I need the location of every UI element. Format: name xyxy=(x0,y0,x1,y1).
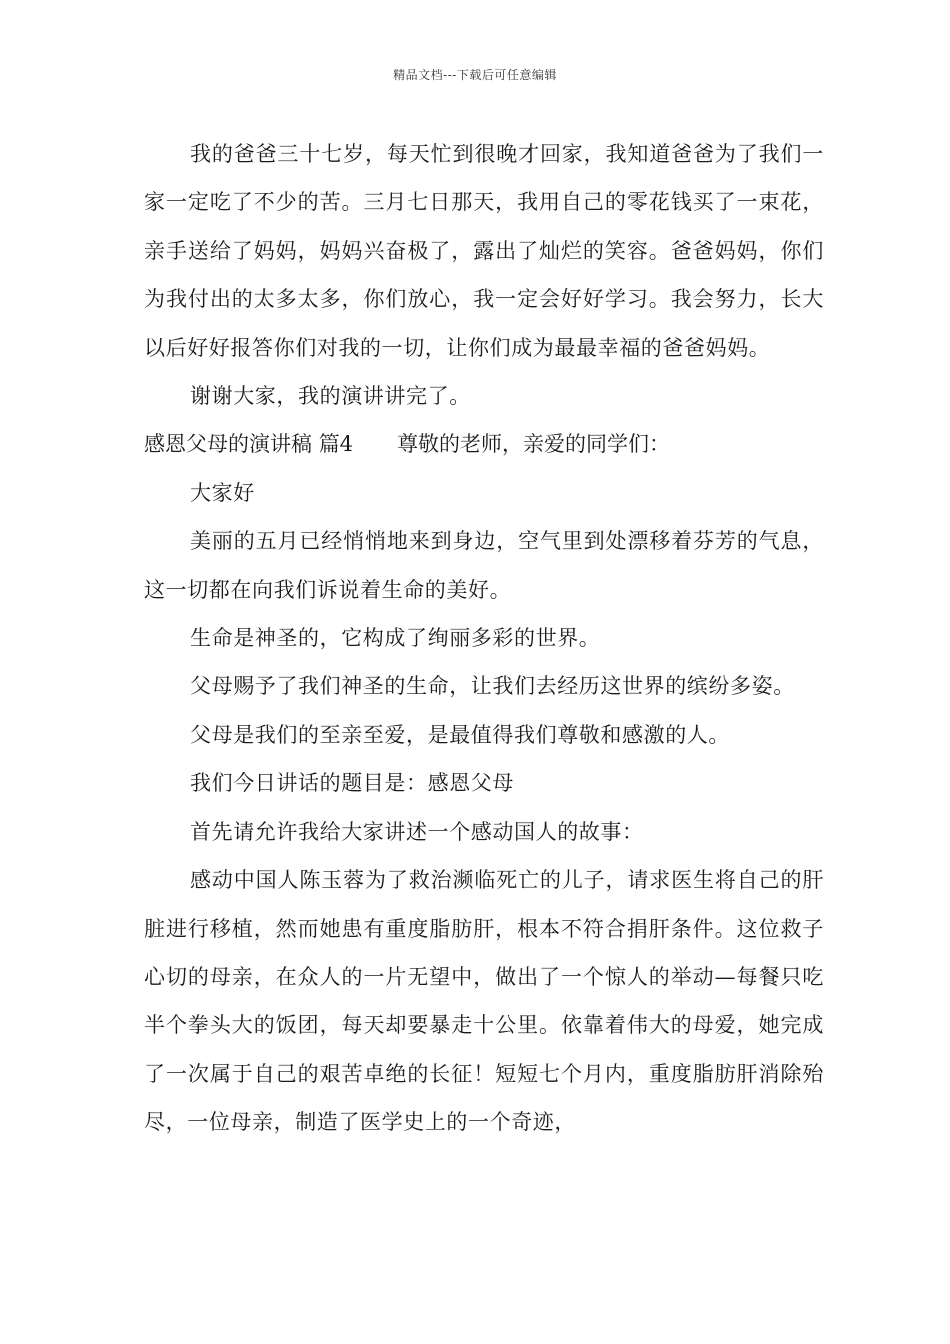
document-body xyxy=(144,130,824,1147)
section-title: 感恩父母的演讲稿 xyxy=(144,432,312,457)
section-greeting: 尊敬的老师，亲爱的同学们： xyxy=(397,432,671,457)
paragraph-story: 感动中国人陈玉蓉为了救治濒临死亡的儿子，请求医生将自己的肝脏进行移植，然而她患有重度脂肪肝，根本不符合捐肝条件。这位救子心切的母亲，在众人的一片无望中，做出了一个惊人的举动—每餐只吃半个拳头大的饭团，每天却要暴走十公里。依靠着伟大的母爱，她完成了一次属于自己的艰苦卓绝的长征！短短七个月内，重度脂肪肝消除殆尽，一位母亲，制造了医学史上的一个奇迹， xyxy=(144,868,824,1135)
section-number: 篇4 xyxy=(318,432,354,457)
paragraph-parents-dear: 父母是我们的至亲至爱，是最值得我们尊敬和感激的人。 xyxy=(190,722,730,747)
page-header: 精品文档---下载后可任意编辑 xyxy=(393,68,557,82)
paragraph-closing: 谢谢大家，我的演讲讲完了。 xyxy=(190,384,471,409)
paragraph-topic: 我们今日讲话的题目是：感恩父母 xyxy=(190,771,514,796)
paragraph-father: 我的爸爸三十七岁，每天忙到很晚才回家，我知道爸爸为了我们一家一定吃了不少的苦。三月七日那天，我用自己的零花钱买了一束花，亲手送给了妈妈，妈妈兴奋极了，露出了灿烂的笑容。爸爸妈妈，你们为我付出的太多太多，你们放心，我一定会好好学习。我会努力，长大以后好好报答你们对我的一切，让你们成为最最幸福的爸爸妈妈。 xyxy=(144,142,824,360)
paragraph-life: 生命是神圣的，它构成了绚丽多彩的世界。 xyxy=(190,626,601,651)
paragraph-story-intro: 首先请允许我给大家讲述一个感动国人的故事： xyxy=(190,819,644,844)
paragraph-hello: 大家好 xyxy=(190,480,255,505)
paragraph-parents-gift: 父母赐予了我们神圣的生命，让我们去经历这世界的缤纷多姿。 xyxy=(190,674,795,699)
paragraph-may: 美丽的五月已经悄悄地来到身边，空气里到处漂移着芬芳的气息，这一切都在向我们诉说着生命的美好。 xyxy=(144,529,824,602)
section-heading xyxy=(144,420,824,468)
